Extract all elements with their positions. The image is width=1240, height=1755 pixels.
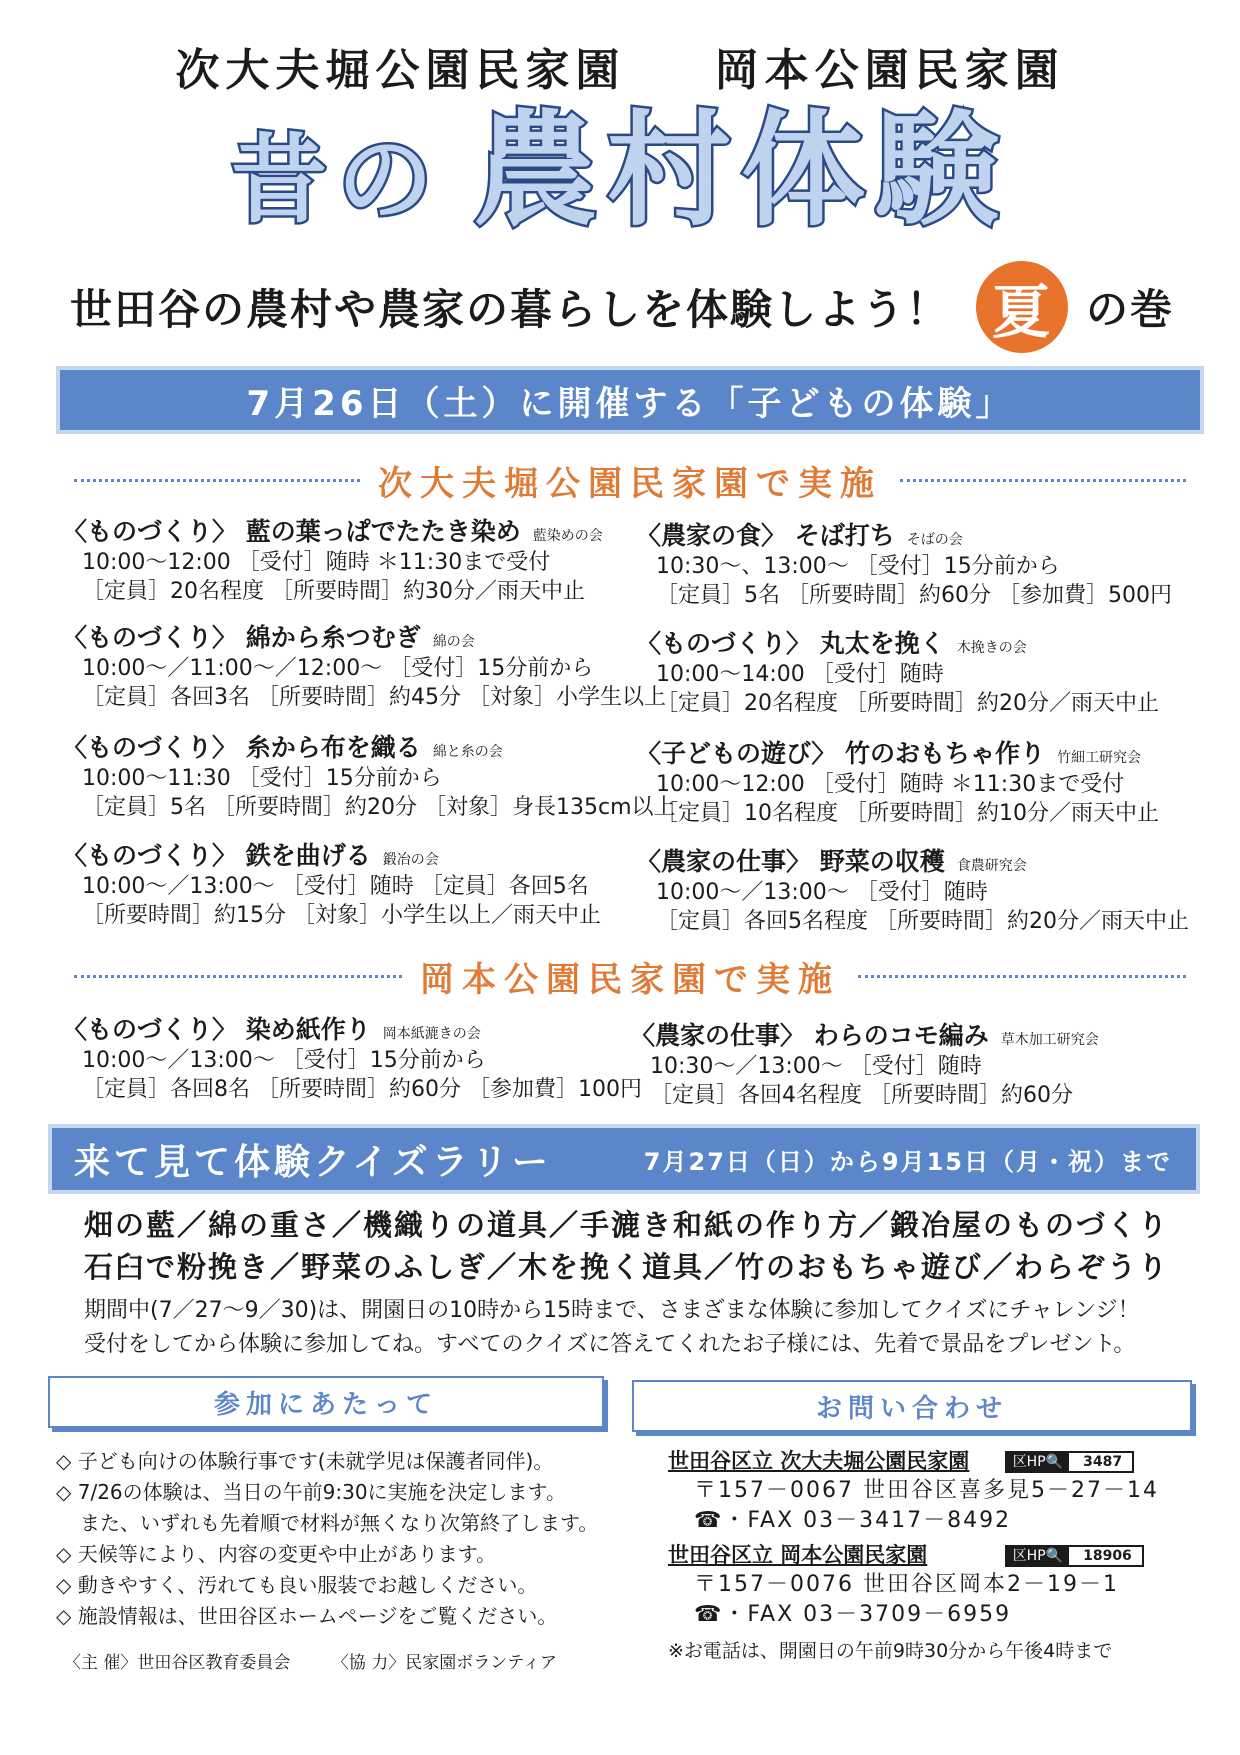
event-detail: ［定員］5名 ［所要時間］約60分 ［参加費］500円 [656,583,1172,608]
contact-tel: ☎・FAX 03－3709－6959 [694,1602,1012,1627]
event-org: 木挽きの会 [956,640,1027,656]
event-org: そばの会 [906,532,963,548]
search-icon: 区HP🔍 [1007,1547,1069,1565]
event-detail: ［定員］各回3名 ［所要時間］約45分 ［対象］小学生以上 [82,685,666,710]
event-title: 〈ものづくり〉 藍の葉っぱでたたき染め 藍染めの会 [62,517,603,546]
event-org: 藍染めの会 [532,528,603,544]
event-time: 10:00～12:00 ［受付］随時 ＊11:30まで受付 [656,772,1125,797]
event-org: 綿の会 [432,634,475,650]
quiz-desc-line: 期間中(7／27～9／30)は、開園日の10時から15時まで、さまざまな体験に参加してクイズにチャレンジ！ [84,1298,1140,1323]
event-title: 〈ものづくり〉 鉄を曲げる 鍛冶の会 [62,841,439,870]
note-item: ◇ 動きやすく、汚れても良い服装でお越しください。 [56,1573,538,1597]
note-item: また、いずれも先着順で材料が無くなり次第終了します。 [80,1511,599,1535]
search-icon: 区HP🔍 [1007,1453,1069,1471]
quiz-desc-line: 受付をしてから体験に参加してね。すべてのクイズに答えてくれたお子様には、先着で景品をプレゼント。 [84,1332,1136,1357]
quiz-title: 来て見て体験クイズラリー [74,1141,552,1183]
contact-a [668,1446,1168,1536]
event-card [636,734,1196,828]
main-title-main: 農村体験 [472,99,1009,243]
event-time: 10:00～／13:00～ ［受付］随時 ［定員］各回5名 [82,874,589,899]
note-item: ◇ 施設情報は、世田谷区ホームページをご覧ください。 [56,1604,558,1628]
event-card [636,624,1196,718]
event-title: 〈農家の食〉 そば打ち そばの会 [636,521,963,550]
event-org: 綿と糸の会 [432,744,503,760]
event-org: 鍛冶の会 [382,852,439,868]
event-time: 10:00～14:00 ［受付］随時 [656,662,944,687]
cooperation: 〈協 力〉民家園ボランティア [331,1653,557,1673]
subtitle-text: 世田谷の農村や農家の暮らしを体験しよう！ [70,285,951,334]
note-item: ◇ 7/26の体験は、当日の午前9:30に実施を決定します。 [56,1480,566,1504]
event-card [630,1016,1190,1110]
event-detail: ［定員］各回8名 ［所要時間］約60分 ［参加費］100円 [82,1077,642,1102]
event-title: 〈ものづくり〉 染め紙作り 岡本紙漉きの会 [62,1015,481,1044]
quiz-description [84,1294,1184,1362]
hp-number: 18906 [1083,1548,1132,1564]
event-org: 岡本紙漉きの会 [382,1026,481,1042]
season-badge: 夏 [976,261,1068,353]
section-b-label: 岡本公園民家園で実施 [420,959,840,1000]
contact-b [668,1540,1168,1630]
event-detail: ［定員］20名程度 ［所要時間］約30分／雨天中止 [82,579,585,604]
event-time: 10:30～／13:00～ ［受付］随時 [650,1054,982,1079]
event-title: 〈ものづくり〉 糸から布を織る 綿と糸の会 [62,733,503,762]
section-b-heading [56,954,1204,998]
event-time: 10:00～／13:00～ ［受付］15分前から [82,1048,486,1073]
quiz-rally-band [48,1124,1200,1194]
event-card [636,516,1196,610]
section-a-label: 次大夫堀公園民家園で実施 [378,463,882,504]
hp-search-badge [1005,1545,1144,1567]
venue-b-name: 岡本公園民家園 [714,45,1065,96]
event-title: 〈農家の仕事〉 野菜の収穫 食農研究会 [636,847,1027,876]
event-date-band [56,366,1204,434]
organizer: 〈主 催〉世田谷区教育委員会 [64,1653,291,1673]
divider [900,479,1186,482]
event-card [62,1010,642,1104]
hp-search-badge [1005,1451,1134,1473]
event-time: 10:00～11:30 ［受付］15分前から [82,766,442,791]
event-detail: ［定員］各回5名程度 ［所要時間］約20分／雨天中止 [656,909,1189,934]
event-detail: ［定員］10名程度 ［所要時間］約10分／雨天中止 [656,801,1159,826]
event-time: 10:00～／13:00～ ［受付］随時 [656,880,988,905]
event-title: 〈子どもの遊び〉 竹のおもちゃ作り 竹細工研究会 [636,739,1141,768]
event-time: 10:00～12:00 ［受付］随時 ＊11:30まで受付 [82,550,551,575]
venue-names [0,34,1240,98]
event-time: 10:00～／11:00～／12:00～ ［受付］15分前から [82,656,594,681]
note-item: ◇ 子ども向けの体験行事です(未就学児は保護者同伴)。 [56,1449,554,1473]
hp-number: 3487 [1083,1454,1123,1470]
notes-heading: 参加にあたって [48,1376,604,1428]
contact-tel: ☎・FAX 03－3417－8492 [694,1508,1012,1533]
event-card [62,728,676,822]
event-time: 10:30～、13:00～ ［受付］15分前から [656,554,1060,579]
event-detail: ［所要時間］約15分 ［対象］小学生以上／雨天中止 [82,903,601,928]
divider [74,479,360,482]
divider [74,975,402,978]
event-title: 〈ものづくり〉 丸太を挽く 木挽きの会 [636,629,1027,658]
subtitle [70,262,1190,352]
divider [858,975,1186,978]
season-suffix: の巻 [1086,285,1175,334]
contact-name: 世田谷区立 次大夫堀公園民家園 [668,1449,970,1473]
event-detail: ［定員］5名 ［所要時間］約20分 ［対象］身長135cm以上 [82,795,676,820]
quiz-topics-line: 石臼で粉挽き／野菜のふしぎ／木を挽く道具／竹のおもちゃ遊び／わらぞうり [84,1250,1170,1284]
contact-address: 〒157－0067 世田谷区喜多見5－27－14 [694,1478,1159,1503]
venue-a-name: 次大夫堀公園民家園 [175,45,626,96]
quiz-period: 7月27日（日）から9月15日（月・祝）まで [643,1147,1172,1176]
event-card [62,512,622,606]
contact-heading: お問い合わせ [632,1380,1192,1432]
section-a-heading [56,458,1204,502]
event-org: 竹細工研究会 [1056,750,1141,766]
event-org: 草木加工研究会 [1000,1032,1099,1048]
note-item: ◇ 天候等により、内容の変更や中止があります。 [56,1542,497,1566]
contact-name: 世田谷区立 岡本公園民家園 [668,1543,928,1567]
main-title-prefix: 昔の [230,124,443,236]
event-title: 〈農家の仕事〉 わらのコモ編み 草木加工研究会 [630,1021,1099,1050]
event-card [62,836,622,930]
quiz-topics-line: 畑の藍／綿の重さ／機織りの道具／手漉き和紙の作り方／鍛冶屋のものづくり [84,1208,1170,1242]
notes-list [56,1446,616,1632]
event-org: 食農研究会 [956,858,1027,874]
tel-hours-note: ※お電話は、開園日の午前9時30分から午後4時まで [668,1640,1113,1662]
event-date-text: 7月26日（土）に開催する「子どもの体験」 [246,383,1014,424]
event-detail: ［定員］20名程度 ［所要時間］約20分／雨天中止 [656,691,1159,716]
event-card [636,842,1196,936]
event-card [62,618,666,712]
contact-address: 〒157－0076 世田谷区岡本2－19－1 [694,1572,1119,1597]
main-title [0,96,1240,255]
footer [64,1648,593,1673]
event-title: 〈ものづくり〉 綿から糸つむぎ 綿の会 [62,623,475,652]
quiz-topics [84,1204,1184,1288]
event-detail: ［定員］各回4名程度 ［所要時間］約60分 [650,1083,1073,1108]
